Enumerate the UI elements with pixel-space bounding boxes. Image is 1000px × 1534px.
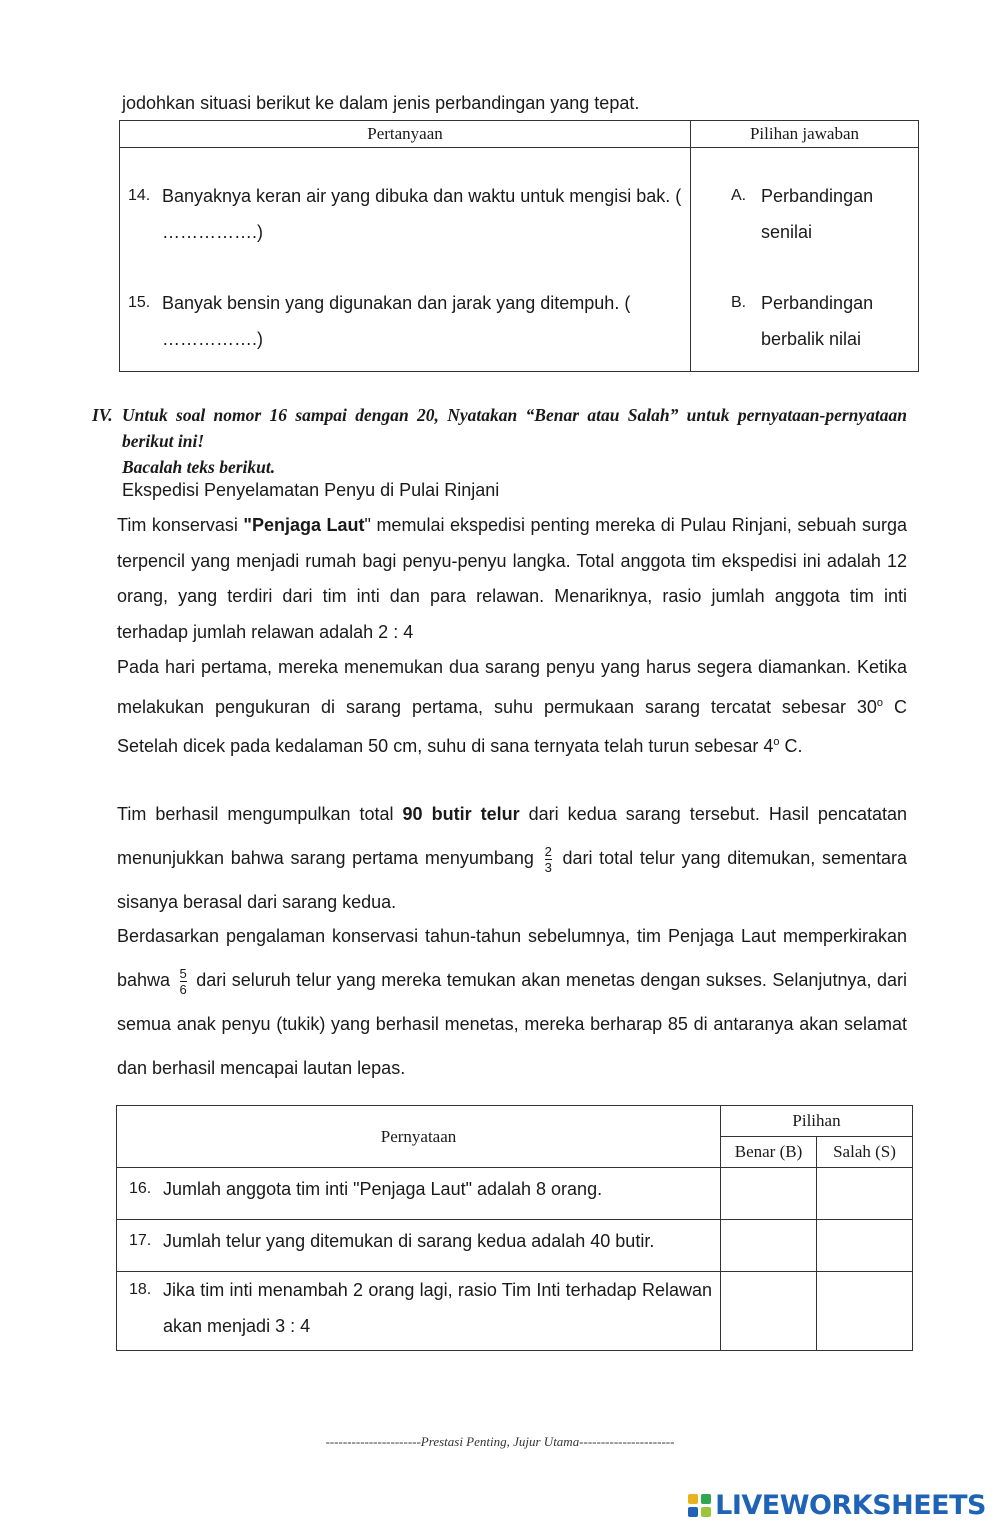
header-true: Benar (B): [721, 1137, 817, 1168]
fraction-2-3: [545, 844, 552, 875]
p3-a: Tim berhasil mengumpulkan total: [117, 804, 403, 824]
statement-cell: [117, 1220, 721, 1272]
statement-row-18: [117, 1272, 913, 1351]
statement-number: 16.: [129, 1180, 152, 1197]
section-iv: [92, 402, 907, 480]
statement-row-17: [117, 1220, 913, 1272]
degree-sup-1: o: [876, 696, 884, 709]
answer-false-16[interactable]: [817, 1168, 913, 1220]
p3-c: dari total telur yang ditemukan, sementara sisanya berasal dari sarang kedua.: [117, 848, 907, 912]
question-number: 15.: [128, 294, 151, 311]
logo-square-3: [688, 1507, 698, 1517]
fraction-denominator: 3: [544, 859, 552, 875]
fraction-numerator: 2: [544, 843, 552, 859]
passage-paragraph-2: [117, 650, 907, 765]
p4-b: dari seluruh telur yang mereka temukan akan menetas dengan sukses. Selanjutnya, dari semua anak penyu (tukik) yang berhasil menetas, mereka berharap 85 di antaranya akan selamat dan berhasil mencapai lautan lepas.: [117, 970, 907, 1078]
liveworksheets-logo[interactable]: [688, 1490, 986, 1521]
fraction-denominator: 6: [179, 981, 187, 997]
question-text: Banyaknya keran air yang dibuka dan waktu untuk mengisi bak. ( …………….): [162, 186, 682, 242]
question-number: 14.: [128, 187, 151, 204]
statement-cell: [117, 1272, 721, 1351]
option-b[interactable]: [691, 285, 918, 357]
logo-square-2: [701, 1494, 711, 1504]
answer-false-17[interactable]: [817, 1220, 913, 1272]
question-15[interactable]: [120, 285, 690, 357]
p3-b: dari kedua sarang tersebut. Hasil pencatatan menunjukkan bahwa sarang pertama menyumbang: [117, 804, 907, 868]
answer-true-18[interactable]: [721, 1272, 817, 1351]
statement-number: 18.: [129, 1281, 152, 1298]
statement-text: Jumlah telur yang ditemukan di sarang kedua adalah 40 butir.: [163, 1231, 655, 1251]
logo-text: LIVEWORKSHEETS: [715, 1490, 986, 1521]
section-instruction: Untuk soal nomor 16 sampai dengan 20, Nyatakan “Benar atau Salah” untuk pernyataan-pernyataan berikut ini!: [122, 405, 907, 451]
passage-paragraph-1: [117, 508, 907, 650]
fraction-numerator: 5: [179, 965, 187, 981]
options-cell: [691, 148, 919, 372]
statement-cell: [117, 1168, 721, 1220]
footer-motto: ----------------------Prestasi Penting, Jujur Utama----------------------: [325, 1434, 675, 1449]
p1-after: " memulai ekspedisi penting mereka di Pulau Rinjani, sebuah surga terpencil yang menjadi rumah bagi penyu-penyu langka. Total anggota tim ekspedisi ini adalah 12 orang, yang terdiri dari tim inti dan para relawan. Menariknya, rasio jumlah anggota tim inti terhadap jumlah relawan adalah 2 : 4: [117, 515, 907, 642]
statement-number: 17.: [129, 1232, 152, 1249]
statement-text: Jumlah anggota tim inti "Penjaga Laut" adalah 8 orang.: [163, 1179, 603, 1199]
p1-before: Tim konservasi: [117, 515, 244, 535]
fraction-5-6: [180, 966, 187, 997]
option-text: Perbandingan senilai: [761, 186, 874, 242]
section-number: IV.: [92, 405, 113, 425]
questions-cell: [120, 148, 691, 372]
statement-table: [116, 1105, 913, 1351]
option-a[interactable]: [691, 178, 918, 250]
intro-text: jodohkan situasi berikut ke dalam jenis perbandingan yang tepat.: [122, 93, 640, 113]
logo-square-4: [701, 1507, 711, 1517]
header-question: Pertanyaan: [120, 121, 691, 148]
passage-paragraph-3: [117, 792, 907, 924]
header-false: Salah (S): [817, 1137, 913, 1168]
answer-false-18[interactable]: [817, 1272, 913, 1351]
option-letter: A.: [731, 187, 747, 204]
matching-table: [119, 120, 919, 372]
passage-title: Ekspedisi Penyelamatan Penyu di Pulai Rinjani: [122, 480, 500, 500]
header-answer: Pilihan jawaban: [691, 121, 919, 148]
header-statement: Pernyataan: [117, 1106, 721, 1168]
p1-bold: "Penjaga Laut: [243, 515, 365, 535]
question-14[interactable]: [120, 178, 690, 250]
p3-bold: 90 butir telur: [402, 804, 520, 824]
p2-b: C Setelah dicek pada kedalaman 50 cm, suhu di sana ternyata telah turun sebesar 4: [117, 696, 907, 756]
p2-c: C.: [779, 736, 803, 756]
logo-grid-icon: [688, 1494, 711, 1517]
answer-true-17[interactable]: [721, 1220, 817, 1272]
logo-square-1: [688, 1494, 698, 1504]
read-prompt: Bacalah teks berikut.: [122, 457, 276, 477]
passage-paragraph-4: [117, 914, 907, 1090]
p2-a: Pada hari pertama, mereka menemukan dua sarang penyu yang harus segera diamankan. Ketika melakukan pengukuran di sarang pertama, suhu permukaan sarang tercatat sebesar 30: [117, 657, 907, 717]
p4-a: Berdasarkan pengalaman konservasi tahun-tahun sebelumnya, tim Penjaga Laut memperkirakan bahwa: [117, 926, 907, 990]
degree-sup-2: o: [773, 736, 780, 748]
option-letter: B.: [731, 294, 747, 311]
answer-true-16[interactable]: [721, 1168, 817, 1220]
statement-text: Jika tim inti menambah 2 orang lagi, rasio Tim Inti terhadap Relawan akan menjadi 3 : 4: [163, 1280, 712, 1336]
option-text: Perbandingan berbalik nilai: [761, 293, 874, 349]
question-text: Banyak bensin yang digunakan dan jarak yang ditempuh. ( …………….): [162, 293, 631, 349]
header-choice: Pilihan: [721, 1106, 913, 1137]
statement-row-16: [117, 1168, 913, 1220]
